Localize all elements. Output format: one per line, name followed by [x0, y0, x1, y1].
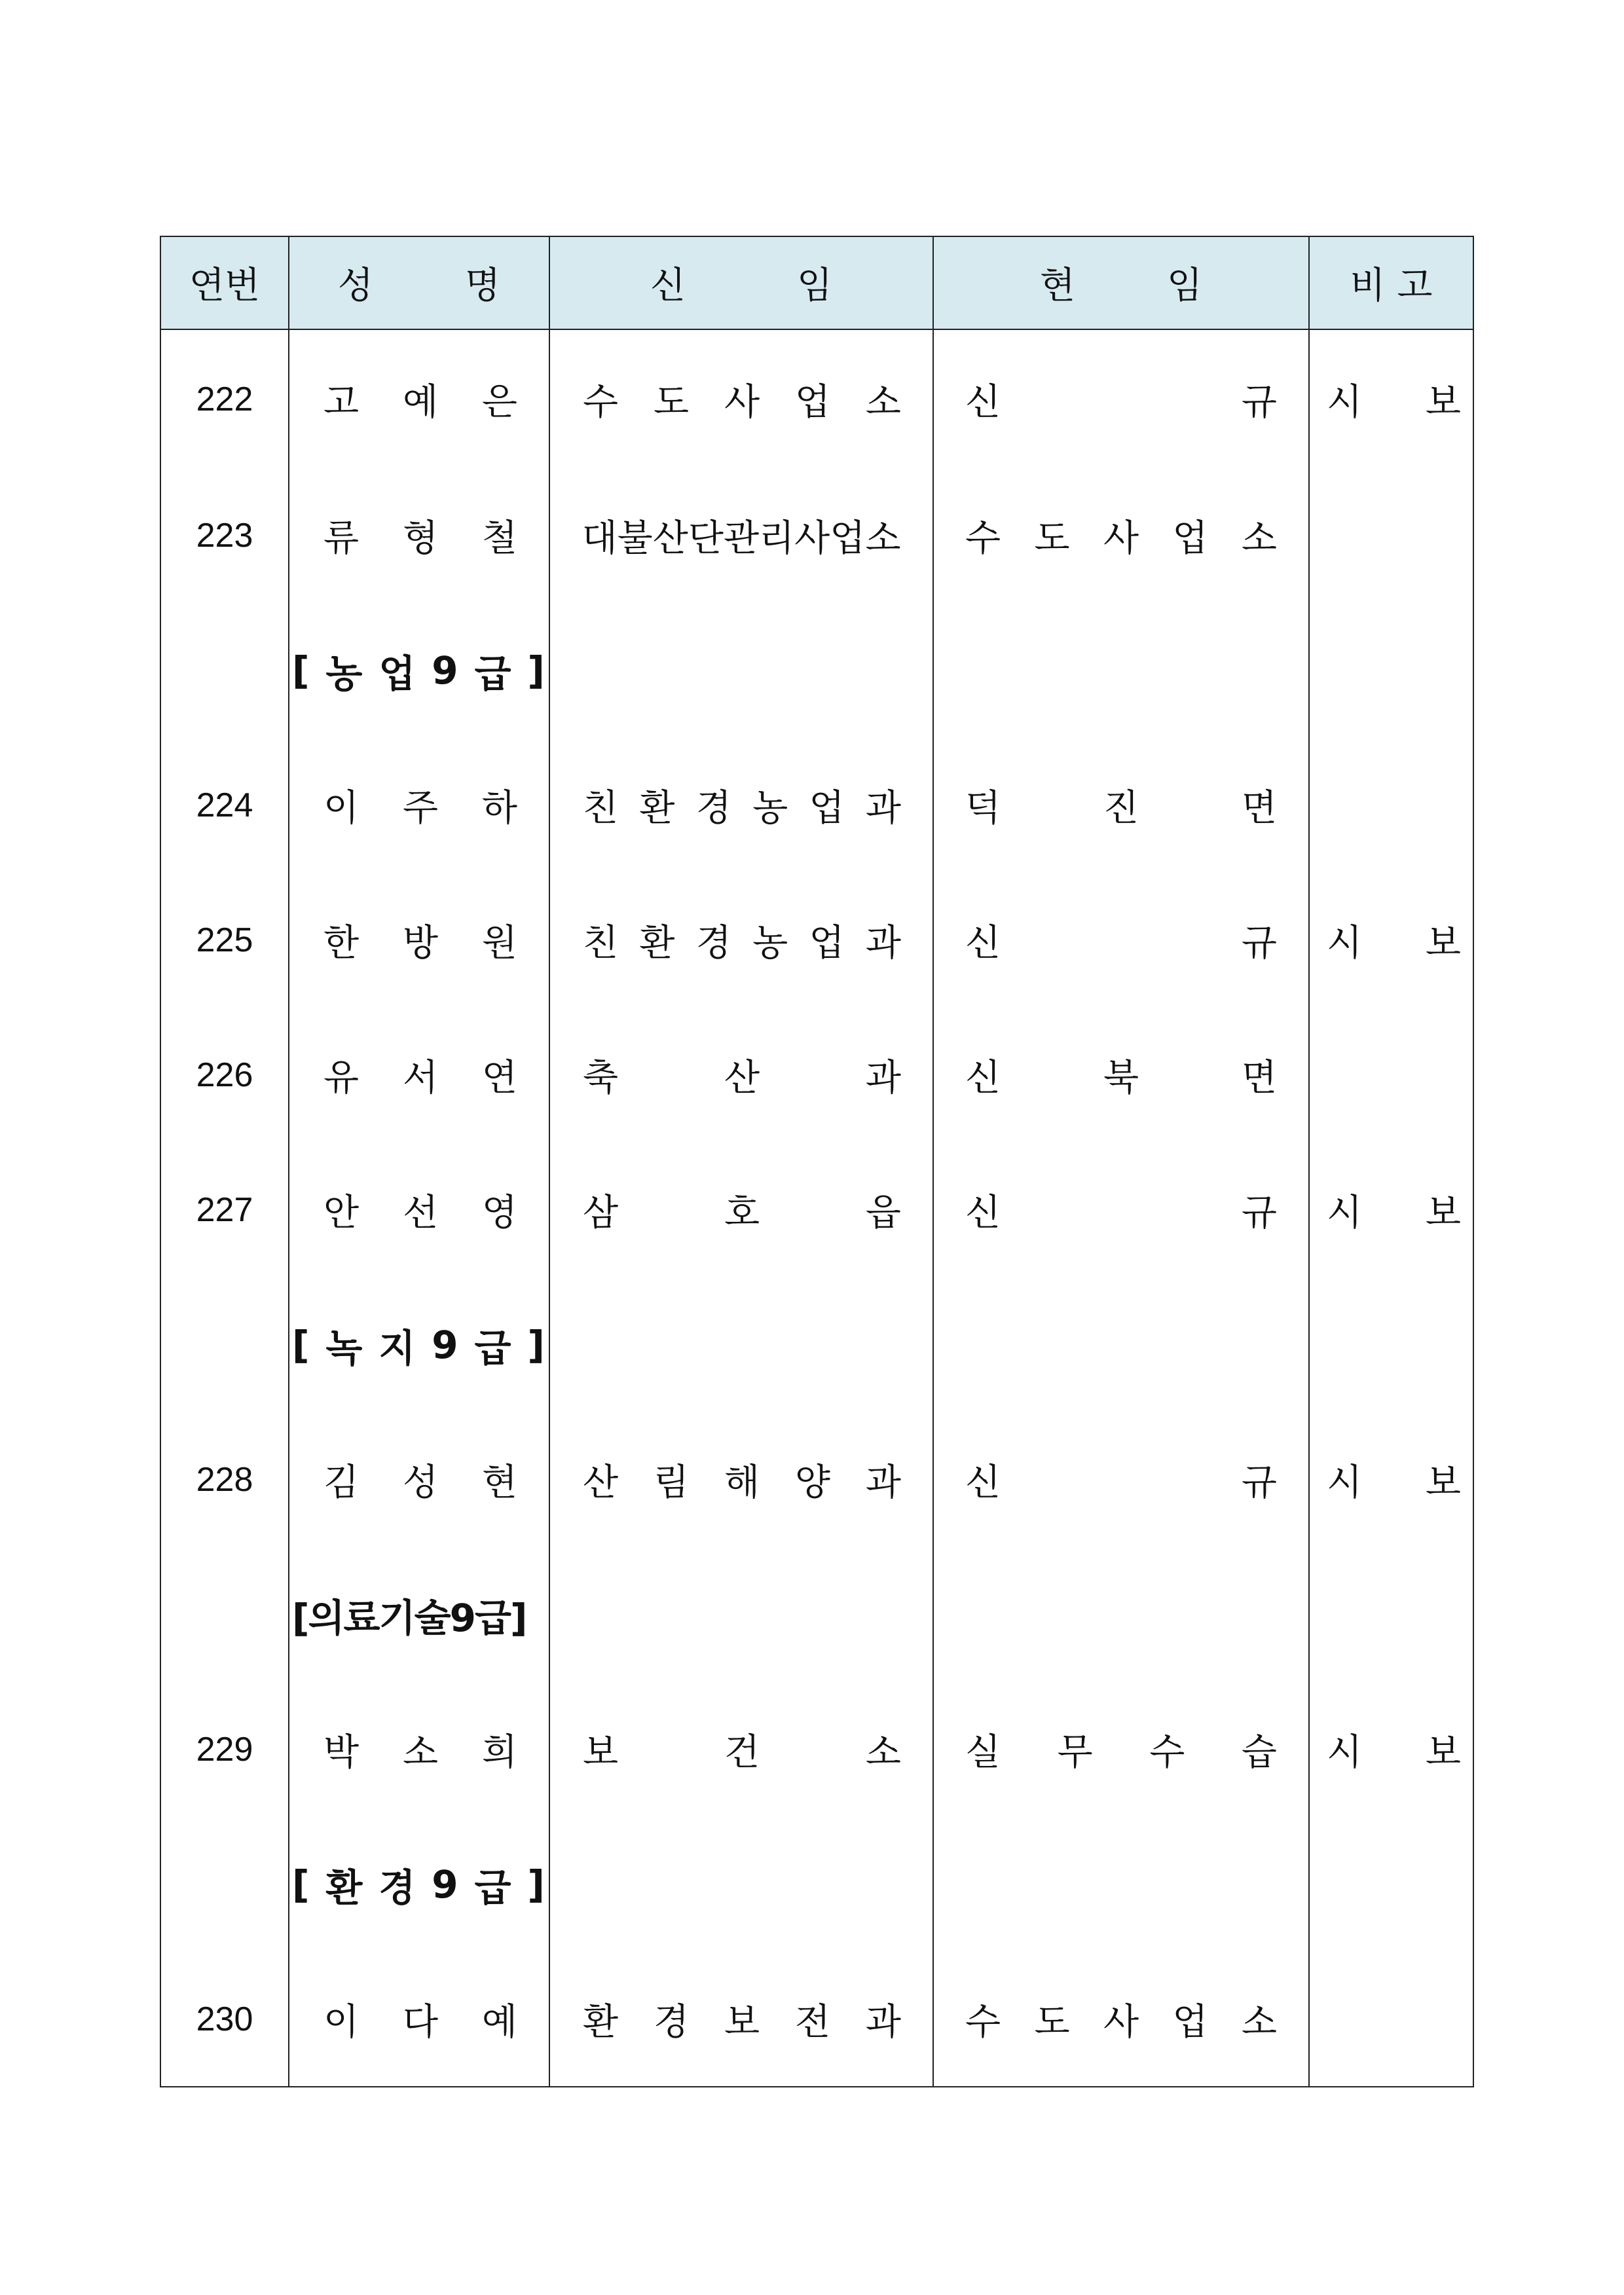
- cell-new-post: [549, 1952, 933, 2087]
- employee-name: [289, 1723, 549, 1776]
- current-post-char: 신: [965, 1057, 1001, 1099]
- note: [1310, 1454, 1473, 1506]
- employee-name-char: 안: [323, 1192, 360, 1234]
- note-char: 보: [1425, 1731, 1461, 1774]
- employee-name: [289, 914, 549, 966]
- grade-group-heading: [289, 1317, 549, 1372]
- current-post-char: 습: [1241, 1731, 1277, 1774]
- new-post-char: 도: [653, 380, 690, 424]
- cell-name: [289, 873, 549, 1008]
- new-post-char: 농: [752, 787, 788, 830]
- cell-name: [289, 468, 549, 603]
- new-post-char: 환: [639, 787, 675, 830]
- employee-name-char: 다: [402, 2000, 439, 2044]
- new-post-char: 해: [724, 1461, 760, 1504]
- new-post-char: 환: [639, 922, 675, 964]
- new-post-char: 친: [583, 922, 619, 964]
- new-post-char: 호: [724, 1192, 760, 1234]
- employee-name-char: 은: [481, 380, 517, 424]
- grade-group-char: 9: [432, 1323, 458, 1367]
- cell-note: [1309, 1143, 1473, 1277]
- current-post: [934, 509, 1308, 562]
- cell-current-post: [933, 1277, 1309, 1412]
- table-row: [160, 1143, 1473, 1277]
- group-row: [160, 1817, 1473, 1952]
- cell-name: [289, 603, 549, 738]
- employee-name-char: 한: [323, 922, 360, 964]
- new-post: [550, 1454, 932, 1506]
- employee-name-char: 서: [402, 1057, 439, 1099]
- new-post: [550, 1049, 932, 1101]
- grade-group-heading: [의료기술9급]: [292, 1596, 526, 1640]
- grade-group-char: 급: [474, 1326, 511, 1370]
- note: [1310, 1723, 1473, 1776]
- note-char: 시: [1327, 1192, 1363, 1234]
- employee-name-char: 예: [402, 380, 439, 424]
- employee-name-char: 원: [481, 922, 517, 964]
- grade-group-char: 9: [432, 1862, 458, 1907]
- new-post-char: 경: [653, 2000, 690, 2044]
- current-post-char: 규: [1241, 1192, 1277, 1234]
- new-post-char: 소: [865, 380, 901, 424]
- employee-name-char: 영: [481, 1192, 517, 1234]
- cell-note: [1309, 1412, 1473, 1547]
- new-post: [550, 1993, 932, 2046]
- note-char: 시: [1327, 380, 1363, 424]
- employee-name: [289, 1454, 549, 1506]
- header-current-post: 현 임: [933, 236, 1309, 329]
- cell-new-post: [549, 738, 933, 873]
- cell-new-post: [549, 1817, 933, 1952]
- grade-group-char: 업: [378, 652, 416, 696]
- new-post-char: 보: [724, 2000, 760, 2044]
- cell-no: [160, 1547, 289, 1682]
- new-post: [550, 779, 932, 832]
- current-post-char: 규: [1241, 1461, 1277, 1504]
- header-no: 연번: [160, 236, 289, 329]
- cell-note: [1309, 873, 1473, 1008]
- grade-group-char: ]: [527, 1323, 545, 1367]
- current-post-char: 실: [965, 1731, 1001, 1774]
- cell-no: [160, 1277, 289, 1412]
- current-post-char: 사: [1103, 517, 1139, 560]
- new-post: [550, 1723, 932, 1776]
- grade-group-char: [: [292, 1862, 310, 1907]
- cell-no: 222: [160, 329, 289, 468]
- grade-group-char: 9: [432, 648, 458, 693]
- current-post: [934, 1723, 1308, 1776]
- new-post-char: 양: [794, 1461, 831, 1504]
- current-post-char: 수: [965, 2000, 1001, 2044]
- new-post: [550, 914, 932, 966]
- cell-no: [160, 1817, 289, 1952]
- current-post: [934, 1454, 1308, 1506]
- note: [1310, 373, 1473, 426]
- cell-name: [289, 1817, 549, 1952]
- table-row: [160, 1412, 1473, 1547]
- cell-note: [1309, 603, 1473, 738]
- note-char: 보: [1425, 1461, 1461, 1504]
- cell-current-post: [933, 603, 1309, 738]
- grade-group-char: 환: [325, 1865, 363, 1910]
- grade-group-char: 경: [378, 1865, 416, 1910]
- current-post-char: 규: [1241, 922, 1277, 964]
- new-post-char: 과: [865, 1057, 901, 1099]
- header-note: 비 고: [1309, 236, 1473, 329]
- current-post-char: 수: [1149, 1731, 1185, 1774]
- new-post-char: 수: [583, 380, 619, 424]
- new-post-char: 환: [583, 2000, 619, 2044]
- grade-group-heading: [289, 1857, 549, 1912]
- employee-name-char: 소: [402, 1731, 439, 1774]
- group-row: [160, 1547, 1473, 1682]
- grade-group-char: ]: [527, 1862, 545, 1907]
- cell-current-post: [933, 1412, 1309, 1547]
- new-post: [550, 373, 932, 426]
- employee-name-char: 류: [323, 517, 360, 560]
- employee-name-char: 유: [323, 1057, 360, 1099]
- grade-group-char: 농: [325, 652, 363, 696]
- table-row: [160, 1008, 1473, 1143]
- new-post-char: 경: [695, 787, 731, 830]
- cell-no: 228: [160, 1412, 289, 1547]
- employee-name: [289, 373, 549, 426]
- cell-current-post: [933, 1952, 1309, 2087]
- table-row: [160, 329, 1473, 468]
- new-post-char: 삼: [583, 1192, 619, 1234]
- current-post-char: 면: [1241, 787, 1277, 830]
- note-char: 보: [1425, 380, 1461, 424]
- employee-name: [289, 509, 549, 562]
- employee-name-char: 이: [323, 2000, 360, 2044]
- cell-note: [1309, 1277, 1473, 1412]
- table-row: [160, 873, 1473, 1008]
- cell-name: [289, 329, 549, 468]
- cell-name: [289, 1277, 549, 1412]
- new-post-char: 경: [695, 922, 731, 964]
- grade-group-char: 지: [378, 1326, 416, 1370]
- current-post: [934, 1993, 1308, 2046]
- cell-no: 229: [160, 1682, 289, 1817]
- cell-new-post: [549, 1008, 933, 1143]
- new-post-char: 과: [865, 2000, 901, 2044]
- cell-note: [1309, 738, 1473, 873]
- grade-group-heading: [289, 643, 549, 698]
- cell-note: [1309, 1682, 1473, 1817]
- current-post: [934, 373, 1308, 426]
- current-post-char: 무: [1057, 1731, 1093, 1774]
- grade-group-char: 급: [474, 652, 511, 696]
- new-post-char: 소: [865, 1731, 901, 1774]
- employee-name: [289, 1049, 549, 1101]
- cell-note: [1309, 1008, 1473, 1143]
- cell-new-post: [549, 468, 933, 603]
- cell-new-post: [549, 1143, 933, 1277]
- new-post-char: 사: [724, 380, 760, 424]
- current-post-char: 진: [1103, 787, 1139, 830]
- new-post-char: 농: [752, 922, 788, 964]
- new-post-char: 과: [865, 1461, 901, 1504]
- current-post: [934, 779, 1308, 832]
- table-row: [160, 1682, 1473, 1817]
- new-post-char: 업: [794, 380, 831, 424]
- employee-name-char: 현: [481, 1461, 517, 1504]
- employee-name-char: 성: [402, 1461, 439, 1504]
- new-post-char: 산: [724, 1057, 760, 1099]
- table-header-row: [160, 236, 1473, 329]
- employee-name-char: 박: [323, 1731, 360, 1774]
- employee-name: [289, 1184, 549, 1236]
- table-row: [160, 468, 1473, 603]
- current-post-char: 도: [1034, 517, 1070, 560]
- new-post: [550, 1184, 932, 1236]
- cell-name: [289, 1143, 549, 1277]
- cell-new-post: [549, 329, 933, 468]
- current-post: [934, 1049, 1308, 1101]
- current-post-char: 신: [965, 1192, 1001, 1234]
- new-post-char: 업: [809, 922, 845, 964]
- employee-name-char: 김: [323, 1461, 360, 1504]
- cell-new-post: [549, 1277, 933, 1412]
- header-name: 성 명: [289, 236, 549, 329]
- note-char: 시: [1327, 1461, 1363, 1504]
- current-post: [934, 1184, 1308, 1236]
- cell-new-post: [549, 1547, 933, 1682]
- new-post-char: 과: [865, 922, 901, 964]
- cell-no: [160, 603, 289, 738]
- note-char: 시: [1327, 1731, 1363, 1774]
- cell-current-post: [933, 329, 1309, 468]
- current-post-char: 면: [1241, 1057, 1277, 1099]
- cell-new-post: [549, 1682, 933, 1817]
- cell-no: 223: [160, 468, 289, 603]
- current-post-char: 신: [965, 922, 1001, 964]
- cell-no: 224: [160, 738, 289, 873]
- table-row: [160, 738, 1473, 873]
- new-post-char: 건: [724, 1731, 760, 1774]
- new-post-char: 업: [809, 787, 845, 830]
- table-row: [160, 1952, 1473, 2087]
- current-post-char: 소: [1241, 2000, 1277, 2044]
- note-char: 시: [1327, 922, 1363, 964]
- new-post-char: 과: [865, 787, 901, 830]
- cell-current-post: [933, 1817, 1309, 1952]
- cell-new-post: [549, 1412, 933, 1547]
- current-post-char: 북: [1103, 1057, 1139, 1099]
- cell-current-post: [933, 1008, 1309, 1143]
- new-post: 대불산단관리사업소: [581, 517, 901, 560]
- cell-note: [1309, 329, 1473, 468]
- new-post-char: 축: [583, 1057, 619, 1099]
- current-post-char: 규: [1241, 380, 1277, 424]
- grade-group-char: ]: [527, 648, 545, 693]
- new-post-char: 보: [583, 1731, 619, 1774]
- cell-name: [289, 738, 549, 873]
- group-row: [160, 603, 1473, 738]
- appointment-table: [160, 236, 1474, 2087]
- cell-note: [1309, 1817, 1473, 1952]
- employee-name-char: 하: [481, 787, 517, 830]
- current-post: [934, 914, 1308, 966]
- current-post-char: 소: [1241, 517, 1277, 560]
- cell-current-post: [933, 873, 1309, 1008]
- note-char: 보: [1425, 922, 1461, 964]
- grade-group-char: [: [292, 1323, 310, 1367]
- cell-name: [289, 1682, 549, 1817]
- cell-current-post: [933, 1143, 1309, 1277]
- grade-group-char: 녹: [325, 1326, 363, 1370]
- employee-name: [289, 1993, 549, 2046]
- employee-name-char: 연: [481, 1057, 517, 1099]
- new-post-char: 림: [653, 1461, 690, 1504]
- employee-name-char: 형: [402, 517, 439, 560]
- group-row: [160, 1277, 1473, 1412]
- cell-name: [289, 1547, 549, 1682]
- new-post-char: 전: [794, 2000, 831, 2044]
- cell-note: [1309, 1547, 1473, 1682]
- employee-name-char: 주: [402, 787, 439, 830]
- grade-group-char: 급: [474, 1865, 511, 1910]
- employee-name-char: 고: [323, 380, 360, 424]
- cell-no: 226: [160, 1008, 289, 1143]
- cell-note: [1309, 1952, 1473, 2087]
- cell-name: [289, 1952, 549, 2087]
- current-post-char: 수: [965, 517, 1001, 560]
- current-post-char: 신: [965, 1461, 1001, 1504]
- grade-group-char: [: [292, 648, 310, 693]
- cell-new-post: [549, 603, 933, 738]
- employee-name-char: 방: [402, 922, 439, 964]
- current-post-char: 업: [1172, 517, 1208, 560]
- cell-current-post: [933, 738, 1309, 873]
- cell-name: [289, 1412, 549, 1547]
- cell-no: 225: [160, 873, 289, 1008]
- current-post-char: 덕: [965, 787, 1001, 830]
- employee-name-char: 희: [481, 1731, 517, 1774]
- note-char: 보: [1425, 1192, 1461, 1234]
- employee-name: [289, 779, 549, 832]
- cell-current-post: [933, 1547, 1309, 1682]
- cell-no: 227: [160, 1143, 289, 1277]
- employee-name-char: 철: [481, 517, 517, 560]
- cell-current-post: [933, 468, 1309, 603]
- note: [1310, 1184, 1473, 1236]
- header-new-post: 신 임: [549, 236, 933, 329]
- current-post-char: 사: [1103, 2000, 1139, 2044]
- new-post-char: 친: [583, 787, 619, 830]
- cell-no: 230: [160, 1952, 289, 2087]
- current-post-char: 신: [965, 380, 1001, 424]
- cell-current-post: [933, 1682, 1309, 1817]
- new-post-char: 산: [583, 1461, 619, 1504]
- note: [1310, 914, 1473, 966]
- employee-name-char: 선: [402, 1192, 439, 1234]
- employee-name-char: 이: [323, 787, 360, 830]
- employee-name-char: 예: [481, 2000, 517, 2044]
- cell-new-post: [549, 873, 933, 1008]
- new-post-char: 읍: [865, 1192, 901, 1234]
- cell-note: [1309, 468, 1473, 603]
- current-post-char: 업: [1172, 2000, 1208, 2044]
- cell-name: [289, 1008, 549, 1143]
- current-post-char: 도: [1034, 2000, 1070, 2044]
